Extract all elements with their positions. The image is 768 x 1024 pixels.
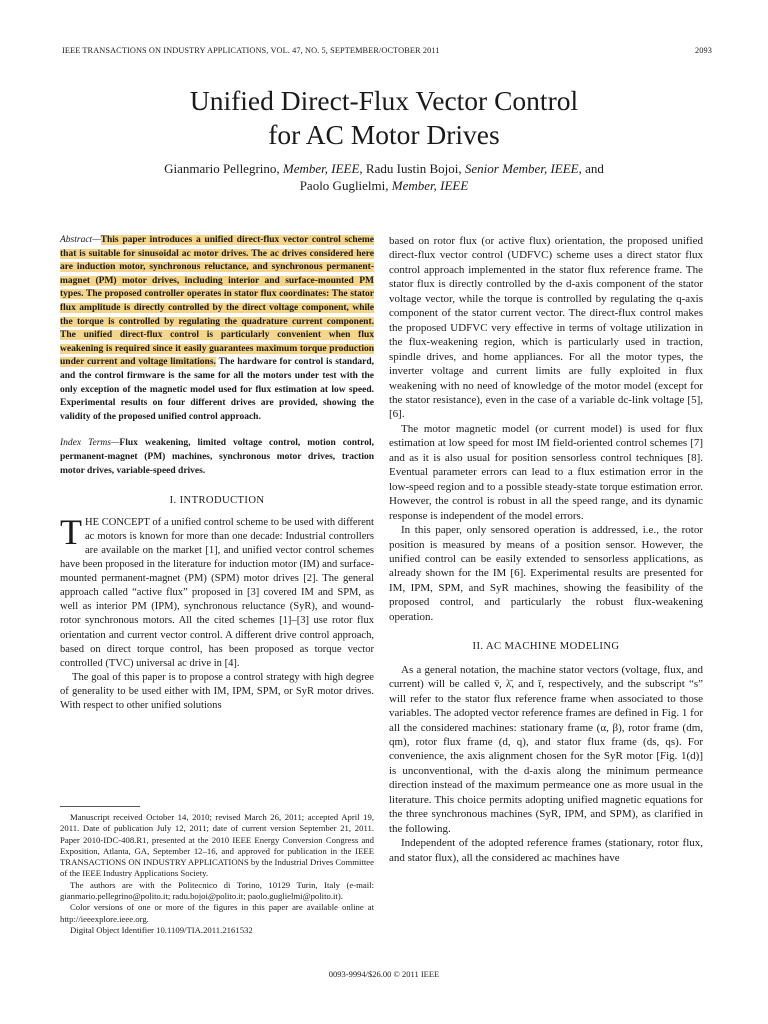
intro-paragraph-2: The goal of this paper is to propose a control strategy with high degree of generality to be used either with IM, IPM, SPM, or SyR motor drives. With respect to other unified solutions: [60, 671, 374, 711]
abstract: [60, 234, 374, 424]
right-paragraph-4: As a general notation, the machine stator vectors (voltage, flux, and current) will be called v̄, λ̄, and ī, respectively, and the subscript “s” will refer to the stator flux reference frame when associated to those variables. The adopted vector reference frames are defined in Fig. 1 for all the considered machines: stationary frame (α, β), rotor frame (dm, qm), rotor flux frame (d, q), and stator flux frame (ds, qs). For convenience, the axis alignment chosen for the SyR motor [Fig. 1(d)] is unconventional, with the d-axis along the minimum permeance direction instead of the maximum permeance one as more usual in the literature. This choice permits adopting unified magnetic equations for the three synchronous machines (SyR, IPM, and SPM), as clarified in the following.: [389, 663, 703, 835]
section-heading-machine-modeling: II. AC MACHINE MODELING: [472, 641, 620, 653]
left-column: [60, 234, 374, 713]
page-number: 2093: [695, 46, 712, 55]
index-terms: [60, 437, 374, 478]
journal-name: IEEE TRANSACTIONS ON INDUSTRY APPLICATIONS, VOL. 47, NO. 5, SEPTEMBER/OCTOBER 2011: [62, 46, 440, 55]
index-terms-text: Flux weakening, limited voltage control, motion control, permanent-magnet (PM) machines, synchronous motor drives, traction motor drives, variable-speed drives.: [60, 438, 374, 476]
footnote-authors: The authors are with the Politecnico di Torino, 10129 Turin, Italy (e-mail: gianmario.pellegrino@polito.it; radu.bojoi@polito.it; paolo.guglielmi@polito.it).: [60, 879, 374, 902]
author-1-name: Gianmario Pellegrino,: [164, 161, 283, 176]
copyright-footer: 0093-9994/$26.00 © 2011 IEEE: [328, 969, 440, 979]
drop-cap: T: [60, 512, 82, 553]
right-paragraph-2: The motor magnetic model (or current model) is used for flux estimation at low speed for most IM field-oriented control schemes [7] and as it is also usual for position sensorless control techniques [8]. Eventual parameter errors can lead to a flux estimation error in the low-speed region and to a possible steady-state torque estimation error. However, the control is robust in all the speed range, and its dynamic response is independent of the model errors.: [389, 422, 703, 522]
abstract-lead: Abstract—: [60, 235, 101, 245]
right-column: [389, 234, 703, 865]
abstract-highlighted-text: This paper introduces a unified direct-flux vector control scheme that is suitable for sinusoidal ac motor drives. The ac drives considered here are induction motor, synchronous reluctance, and synchronous permanent-magnet (PM) motor drives, including interior and surface-mounted PM types. The proposed controller operates in stator flux coordinates: The stator flux amplitude is directly controlled by the direct voltage component, while the torque is controlled by regulating the quadrature current component. The unified direct-flux control is particularly convenient when flux weakening is required since it easily guarantees maximum torque production under current and voltage limitations.: [60, 235, 374, 368]
running-head: [62, 46, 712, 58]
section-heading-introduction: I. INTRODUCTION: [169, 495, 265, 507]
abstract-text: The hardware for control is standard, and the control firmware is the same for all the motors under test with the only exception of the magnetic model used for flux estimation at low speed. Experimental results on four different drives are provided, showing the validity of the proposed unified control approach.: [60, 357, 375, 422]
intro-paragraph-1-text: of a unified control scheme to be used with different ac motors is known for more than one decade: Industrial controllers are available on the market [1], and unified vector control schemes have been proposed in the literature for induction motor (IM) and surface-mounted permanent-magnet (PM) (SPM) motor drives [2]. The general approach called “active flux” proposed in [3] covered IM and SPM, as well as interior PM (IPM), synchronous reluctance (SyR), and wound-rotor synchronous motors. All the cited schemes [1]–[3] use rotor flux orientation and current vector control. A different drive control approach, based on direct torque control, has been proposed as torque vector controlled (TVC) universal ac drive in [4].: [60, 517, 374, 669]
title-line-1: Unified Direct-Flux Vector Control: [189, 85, 579, 116]
intro-first-words: HE CONCEPT: [85, 517, 150, 529]
footnote-doi: Digital Object Identifier 10.1109/TIA.2011.2161532: [70, 924, 253, 935]
author-3-name: Paolo Guglielmi,: [299, 178, 392, 193]
intro-paragraph-1: [60, 512, 374, 671]
author-2-affiliation: Senior Member, IEEE: [464, 161, 579, 176]
right-paragraph-1: based on rotor flux (or active flux) orientation, the proposed unified direct-flux vector control (UDFVC) scheme uses a direct stator flux control approach implemented in the stator flux reference frame. The stator flux is directly controlled by the d-axis component of the stator voltage vector, while the torque is controlled by regulating the q-axis component of the stator current vector. The direct-flux control makes the proposed UDFVC very effective in terms of voltage utilization in the flux-weakening region, which is particularly used in traction, spindle drives, and home appliances. For all the motor types, the inverter voltage and current limits are fully exploited in flux weakening with no need of knowledge of the motor model (except for the stator resistance), even in the case of a variable dc-link voltage [5], [6].: [389, 235, 703, 421]
paper-title: [0, 84, 768, 152]
author-2-name: , Radu Iustin Bojoi,: [359, 161, 465, 176]
title-line-2: for AC Motor Drives: [268, 119, 500, 150]
right-paragraph-5: Independent of the adopted reference frames (stationary, rotor flux, and stator flux), all the considered ac machines have: [389, 837, 703, 864]
footnote-rule: [60, 806, 140, 807]
author-and: , and: [578, 161, 604, 176]
author-3-affiliation: Member, IEEE: [391, 178, 469, 193]
author-list: [0, 160, 768, 194]
author-1-affiliation: Member, IEEE: [282, 161, 360, 176]
footnote-color: Color versions of one or more of the figures in this paper are available online at http://ieeexplore.ieee.org.: [60, 902, 374, 924]
index-terms-lead: Index Terms—: [60, 438, 120, 449]
footnote-manuscript: Manuscript received October 14, 2010; revised March 26, 2011; accepted April 19, 2011. Date of publication July 12, 2011; date of current version September 21, 2011. Paper 2010-IDC-408.R1, presented at the 2010 IEEE Energy Conversion Congress and Exposition, Atlanta, GA, September 12–16, and approved for publication in the IEEE TRANSACTIONS ON INDUSTRY APPLICATIONS by the Industrial Drives Committee of the IEEE Industry Applications Society.: [60, 812, 374, 879]
right-paragraph-3: In this paper, only sensored operation is addressed, i.e., the rotor position is measured by means of a position sensor. However, the unified control can be easily extended to sensorless applications, as already shown for the IM [6]. Experimental results are presented for IM, IPM, SPM, and SyR machines, showing the feasibility of the proposed control, and particularly the robust flux-weakening operation.: [389, 524, 703, 623]
footnotes: [60, 812, 374, 936]
